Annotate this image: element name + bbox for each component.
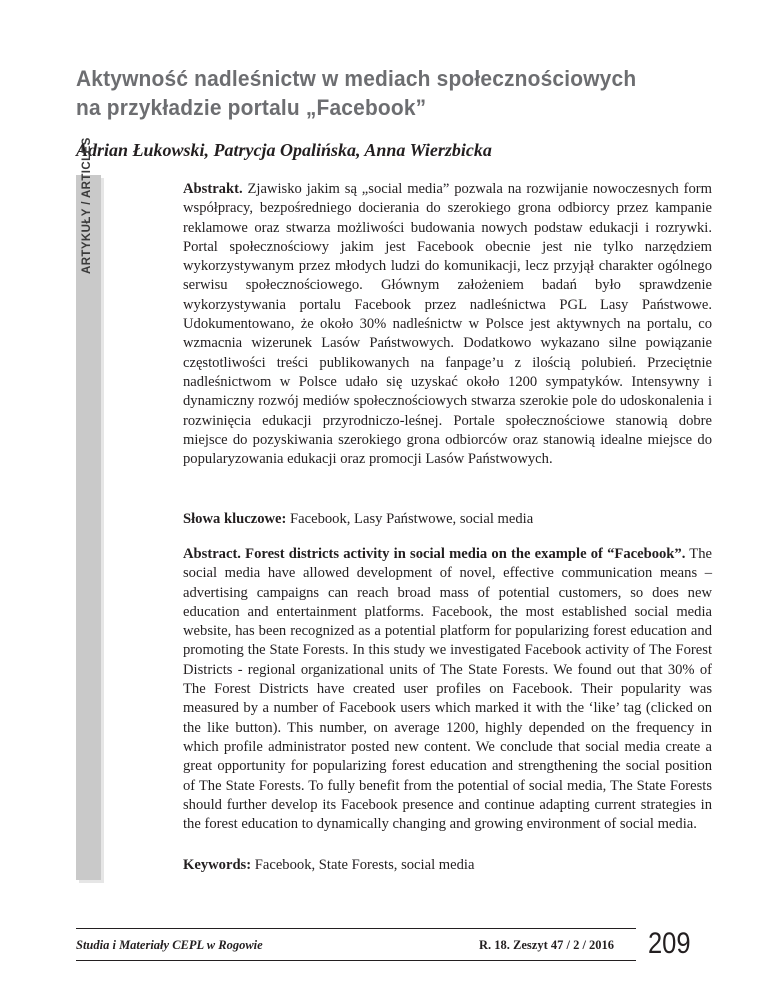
page-number: 209	[648, 927, 691, 960]
article-authors: Adrian Łukowski, Patrycja Opalińska, Anna Wierzbicka	[76, 140, 492, 160]
article-title: Aktywność nadleśnictw w mediach społecznościowych na przykładzie portalu „Facebook”	[76, 66, 637, 120]
section-label-text: ARTYKUŁY / ARTICLES	[81, 137, 93, 274]
abstract-polish	[183, 180, 712, 469]
abstract-polish-text: Zjawisko jakim są „social media” pozwala na rozwijanie nowoczesnych form współpracy, bezpośredniego docierania do szerokiego grona odbiorcy przez kampanie reklamowe oraz stwarza możliwości budowania nowych podstaw edukacji i rozrywki. Portal społecznościowy jakim jest Facebook obecnie jest nie tylko narzędziem wykorzystywanym przez młodych ludzi do komunikacji, lecz przyjął charakter ogólnego serwisu społecznościowego. Głównym założeniem badań było sprawdzenie wykorzystywania portalu Facebook przez nadleśnictwa PGL Lasy Państwowe. Udokumentowano, że około 30% nadleśnictw w Polsce jest aktywnych na portalu, co wzmacnia wizerunek Lasów Państwowych. Dodatkowo wykazano silne powiązanie częstotliwości treści publikowanych na fanpage’u z ilością polubień. Przeciętnie nadleśnictwom w Polsce udało się uzyskać około 1200 sympatyków. Intensywny i dynamiczny rozwój mediów społecznościowych stwarza szerokie pole do udoskonalenia i rozwinięcia edukacji przyrodniczo-leśnej. Portale społecznościowe stanowią dobre miejsce do pozyskiwania szerokiego grona odbiorców oraz stanowią idealne miejsce do popularyzowania edukacji oraz promocji Lasów Państwowych.	[183, 181, 712, 468]
abstract-english	[183, 545, 712, 834]
section-side-bar	[76, 175, 101, 880]
footer-top-rule	[76, 928, 636, 929]
abstract-english-text: The social media have allowed development of novel, effective communication means – advertising campaigns can reach broad mass of potential customers, so does new education and entertainment platforms. Facebook, the most established social media website, has been recognized as a potential platform for popularizing forest education and promoting the State Forests. In this study we investigated Facebook activity of The Forest Districts - regional organizational units of The State Forests. We found out that 30% of The Forest Districts have created user profiles on Facebook. Their popularity was measured by a number of Facebook users which marked it with the ‘like’ tag (clicked on the like button). This number, on average 1200, highly depended on the frequency in which profile administrator posted new content. We conclude that social media create a great opportunity for popularizing forest education and strengthening the social position of The State Forests. To fully benefit from the potential of social media, The State Forests should further develop its Facebook presence and continue adapting current strategies in the forest education to dynamically changing and growing environment of social media.	[183, 546, 712, 833]
keywords-polish-text: Facebook, Lasy Państwowe, social media	[286, 511, 534, 527]
keywords-polish-heading: Słowa kluczowe:	[183, 511, 287, 527]
journal-issue: R. 18. Zeszyt 47 / 2 / 2016	[479, 938, 615, 952]
keywords-polish	[183, 510, 712, 529]
journal-name: Studia i Materiały CEPL w Rogowie	[76, 938, 263, 952]
keywords-english	[183, 856, 712, 875]
abstract-english-heading: Abstract. Forest districts activity in social media on the example of “Facebook”.	[183, 546, 686, 562]
keywords-english-text: Facebook, State Forests, social media	[251, 857, 475, 873]
footer-bottom-rule	[76, 960, 636, 961]
abstract-polish-heading: Abstrakt.	[183, 181, 243, 197]
keywords-english-heading: Keywords:	[183, 857, 252, 873]
